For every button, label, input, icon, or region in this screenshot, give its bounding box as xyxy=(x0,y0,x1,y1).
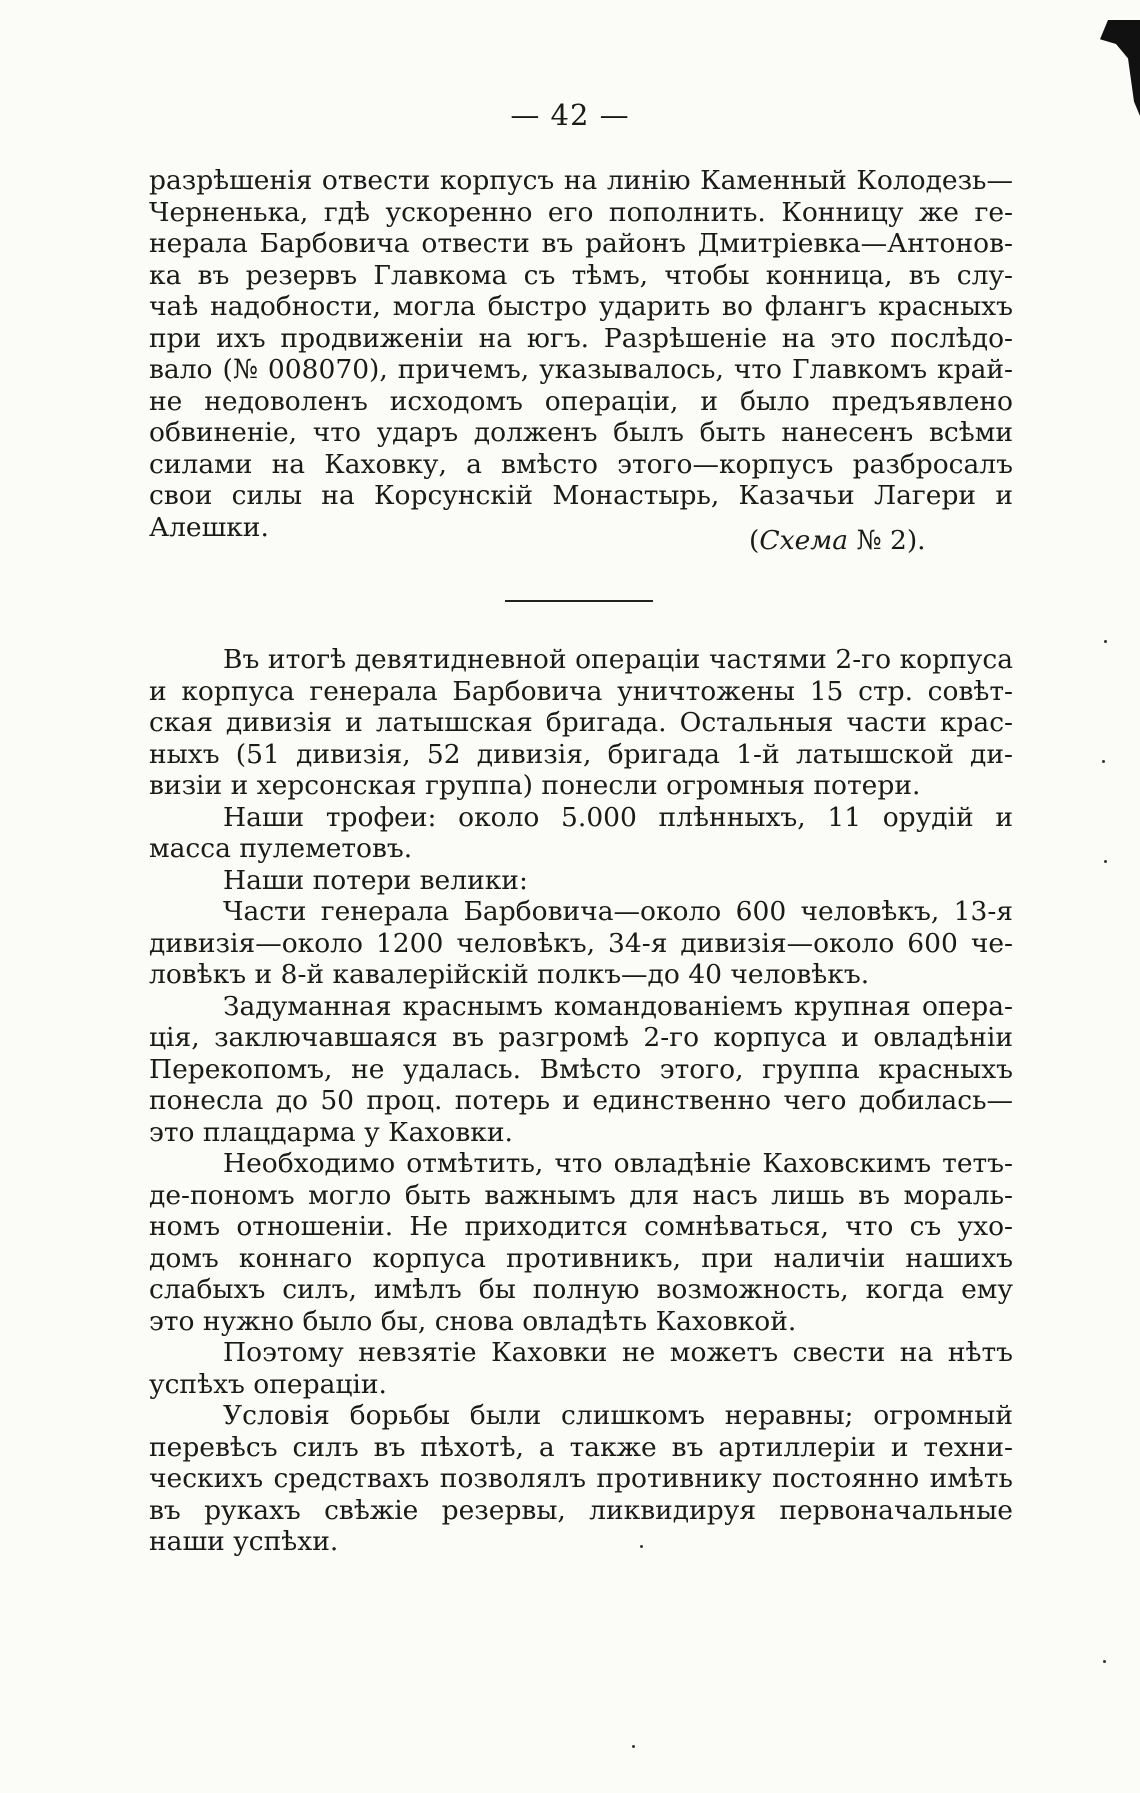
text-line: чаѣ надобности, могла быстро ударить во флангъ красныхъ xyxy=(149,291,1013,322)
text-line: перевѣсъ силъ въ пѣхотѣ, а также въ артиллеріи и техни- xyxy=(149,1431,1013,1463)
scan-speck xyxy=(1104,860,1107,863)
text-line: Алешки. xyxy=(149,511,269,543)
text-line: силами на Каховку, а вмѣсто этого—корпусъ разбросалъ xyxy=(149,448,1013,480)
text-line: номъ отношеніи. Не приходится сомнѣваться, что съ ухо- xyxy=(149,1211,1013,1242)
text-line: ныхъ (51 дивизія, 52 дивизія, бригада 1-й латышской ди- xyxy=(149,738,1013,770)
scan-speck xyxy=(632,1745,635,1748)
text-line: ка въ резервъ Главкома съ тѣмъ, чтобы конница, въ слу- xyxy=(149,259,1013,291)
scan-speck xyxy=(1102,760,1105,763)
text-line: ческихъ средствахъ позволялъ противнику постоянно имѣть xyxy=(149,1463,1013,1494)
scan-speck xyxy=(1104,640,1107,643)
text-line: визіи и херсонская группа) понесли огромныя потери. xyxy=(149,770,921,801)
text-line: Необходимо отмѣтить, что овладѣніе Каховскимъ тетъ- xyxy=(223,1148,1013,1179)
text-line: разрѣшенія отвести корпусъ на линію Каменный Колодезь— xyxy=(149,165,1013,196)
text-line: вало (№ 008070), причемъ, указывалось, что Главкомъ край- xyxy=(149,354,1013,385)
text-line: понесла до 50 проц. потерь и единственно чего добилась— xyxy=(149,1085,1013,1116)
text-line: Задуманная краснымъ командованіемъ крупная опера- xyxy=(223,990,1013,1022)
text-line: домъ коннаго корпуса противникъ, при наличіи нашихъ xyxy=(149,1242,1013,1274)
text-line: при ихъ продвиженіи на югъ. Разрѣшеніе на это послѣдо- xyxy=(149,322,1013,354)
text-line: де-пономъ могло быть важнымъ для насъ лишь въ мораль- xyxy=(149,1179,1013,1211)
text-line: не недоволенъ исходомъ операціи, и было предъявлено xyxy=(149,385,1013,417)
text-line: нерала Барбовича отвести въ районъ Дмитріевка—Антонов- xyxy=(149,228,1013,259)
text-line: Наши трофеи: около 5.000 плѣнныхъ, 11 орудій и xyxy=(223,801,1013,833)
text-line: ская дивизія и латышская бригада. Остальныя части крас- xyxy=(149,707,1013,738)
paragraph-block-2 xyxy=(149,644,1013,1558)
text-line: ція, заключавшаяся въ разгромѣ 2-го корпуса и овладѣніи xyxy=(149,1022,1013,1053)
schema-open-paren: ( xyxy=(749,525,760,556)
text-line: Условія борьбы были слишкомъ неравны; огромный xyxy=(223,1400,1013,1431)
text-line: это нужно было бы, снова овладѣть Каховкой. xyxy=(149,1305,797,1337)
text-line: Перекопомъ, не удалась. Вмѣсто этого, группа красныхъ xyxy=(149,1053,1013,1085)
text-line: Части генерала Барбовича—около 600 человѣкъ, 13-я xyxy=(223,896,1013,927)
text-line: въ рукахъ свѣжіе резервы, ликвидируя первоначальные xyxy=(149,1494,1013,1526)
text-line: свои силы на Корсунскій Монастырь, Казачьи Лагери и xyxy=(149,480,1013,511)
text-line: масса пулеметовъ. xyxy=(149,833,413,864)
text-line: слабыхъ силъ, имѣлъ бы полную возможность, когда ему xyxy=(149,1274,1013,1305)
schema-reference xyxy=(749,525,926,556)
text-line: наши успѣхи. xyxy=(149,1526,339,1557)
section-separator xyxy=(505,600,653,602)
text-line: успѣхъ операціи. xyxy=(149,1368,387,1400)
text-line: и корпуса генерала Барбовича уничтожены 15 стр. совѣт- xyxy=(149,675,1013,707)
text-line: дивизія—около 1200 человѣкъ, 34-я дивизія—около 600 че- xyxy=(149,927,1013,959)
paragraph-block-1 xyxy=(149,165,1013,543)
scan-speck xyxy=(1103,1660,1106,1663)
text-line: Черненька, гдѣ ускоренно его пополнить. Конницу же ге- xyxy=(149,196,1013,228)
text-line: Наши потери велики: xyxy=(223,864,528,896)
page-number: — 42 — xyxy=(510,98,630,132)
text-line: обвиненіе, что ударъ долженъ былъ быть нанесенъ всѣми xyxy=(149,417,1013,448)
schema-number: № 2). xyxy=(856,525,926,556)
schema-label: Схема xyxy=(759,525,849,556)
text-line: Поэтому невзятіе Каховки не можетъ свести на нѣтъ xyxy=(223,1337,1013,1368)
text-line: это плацдарма у Каховки. xyxy=(149,1116,513,1148)
text-line: Въ итогѣ девятидневной операціи частями 2-го корпуса xyxy=(223,644,1013,675)
text-line: ловѣкъ и 8-й кавалерійскій полкъ—до 40 человѣкъ. xyxy=(149,959,870,990)
